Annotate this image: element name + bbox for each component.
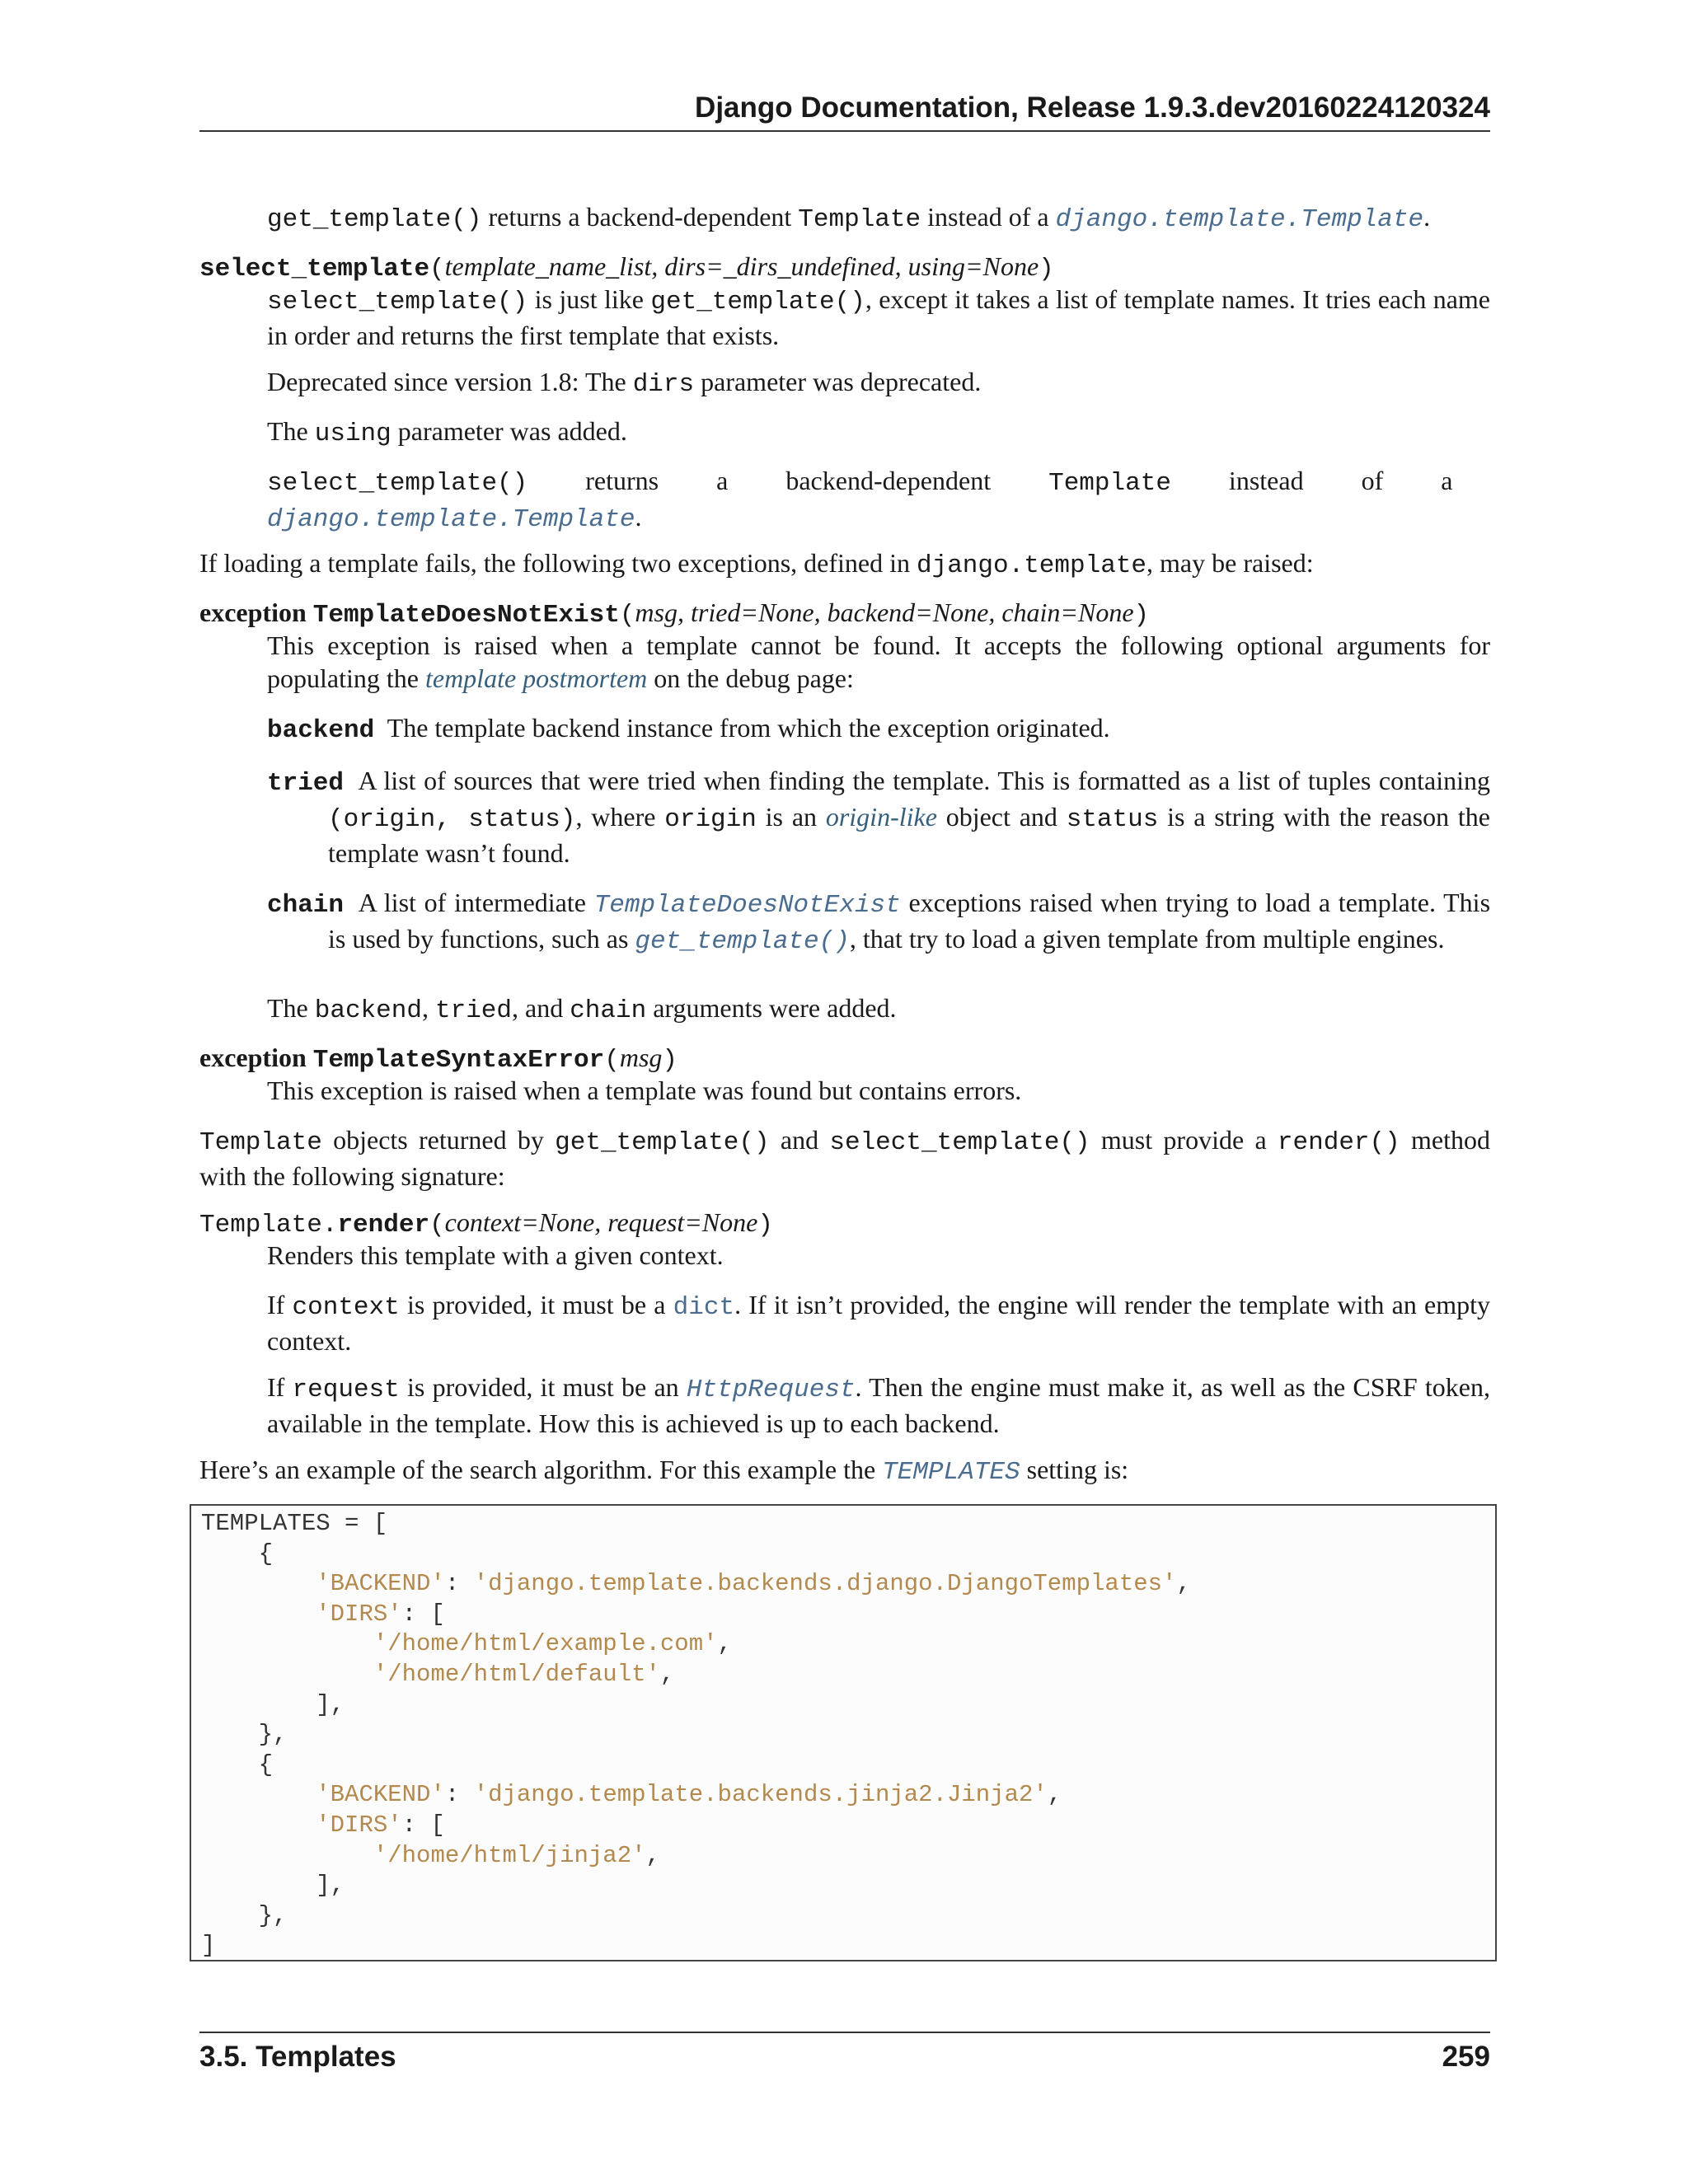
template-syntax-error-description: This exception is raised when a template was found but contains errors.	[267, 1076, 1022, 1105]
template-objects-para: Template objects returned by get_template() and select_template() must provide a render() method with the following signature:	[199, 1125, 1491, 1191]
template-render-signature: Template.render(context=None, request=None)	[199, 1207, 773, 1240]
template-does-not-exist-signature: exception TemplateDoesNotExist(msg, tried=None, backend=None, chain=None)	[199, 598, 1150, 630]
running-header	[199, 89, 1490, 132]
arguments-added-note: The backend, tried, and chain arguments were added.	[267, 993, 897, 1025]
origin-like-link[interactable]: origin-like	[825, 802, 937, 832]
dict-link[interactable]: dict	[673, 1293, 735, 1322]
django-template-template-link-2[interactable]: django.template.Template	[267, 505, 635, 534]
get-template-returns-para: get_template() returns a backend-dependent Template instead of a django.template.Template.	[267, 202, 1431, 234]
http-request-link[interactable]: HttpRequest	[686, 1376, 856, 1404]
deprecated-note: Deprecated since version 1.8: The dirs parameter was deprecated.	[267, 367, 982, 399]
footer-section: 3.5. Templates	[199, 2041, 396, 2073]
example-intro-para: Here’s an example of the search algorithm. For this example the TEMPLATES setting is:	[199, 1455, 1129, 1487]
arg-backend: backend The template backend instance from which the exception originated.	[267, 713, 1110, 745]
running-footer	[199, 2032, 1490, 2083]
exceptions-intro: If loading a template fails, the following two exceptions, defined in django.template, may be raised:	[199, 548, 1314, 580]
select-template-signature: select_template(template_name_list, dirs=_dirs_undefined, using=None)	[199, 251, 1054, 284]
using-added-note: The using parameter was added.	[267, 416, 627, 448]
template-does-not-exist-description: This exception is raised when a template cannot be found. It accepts the following optional arguments for populating the template postmortem on the debug page:	[267, 630, 1490, 693]
select-template-description: select_template() is just like get_template(), except it takes a list of template names. It tries each name in order and returns the first template that exists.	[267, 284, 1491, 350]
render-description: Renders this template with a given context.	[267, 1240, 724, 1270]
header-title: Django Documentation, Release 1.9.3.dev20160224120324	[695, 91, 1490, 124]
django-template-template-link[interactable]: django.template.Template	[1055, 205, 1424, 234]
exception-arguments-list	[267, 711, 1490, 958]
arg-tried: tried A list of sources that were tried when finding the template. This is formatted as a list of tuples containing (origin, status), where origin is an origin-like object and status is a string with the reason the template wasn’t found.	[267, 766, 1491, 868]
arg-chain: chain A list of intermediate TemplateDoesNotExist exceptions raised when trying to load a template. This is used by functions, such as get_template(), that try to load a given template from multiple engines.	[267, 888, 1491, 956]
template-syntax-error-signature: exception TemplateSyntaxError(msg)	[199, 1043, 678, 1075]
select-template-returns-para: select_template() returns a backend-dependent Template instead of a django.template.Template.	[267, 466, 1453, 534]
page-number: 259	[1442, 2041, 1490, 2073]
render-request-para: If request is provided, it must be an HttpRequest. Then the engine must make it, as well as the CSRF token, available in the template. How this is achieved is up to each backend.	[267, 1372, 1491, 1438]
get-template-link[interactable]: get_template()	[635, 927, 850, 956]
templates-setting-link[interactable]: TEMPLATES	[882, 1458, 1020, 1487]
templates-code-block: TEMPLATES = [ { 'BACKEND': 'django.template.backends.django.DjangoTemplates', 'DIRS': [ '/home/html/example.com', '/home/html/default', ], }, { 'BACKEND': 'django.template.backends.jinja2.Jinja2', 'DIRS': [ '/home/html/jinja2', ], }, ]	[190, 1504, 1497, 1961]
template-does-not-exist-link[interactable]: TemplateDoesNotExist	[593, 891, 901, 920]
render-context-para: If context is provided, it must be a dict. If it isn’t provided, the engine will render the template with an empty context.	[267, 1290, 1491, 1356]
template-postmortem-link[interactable]: template postmortem	[424, 663, 648, 693]
